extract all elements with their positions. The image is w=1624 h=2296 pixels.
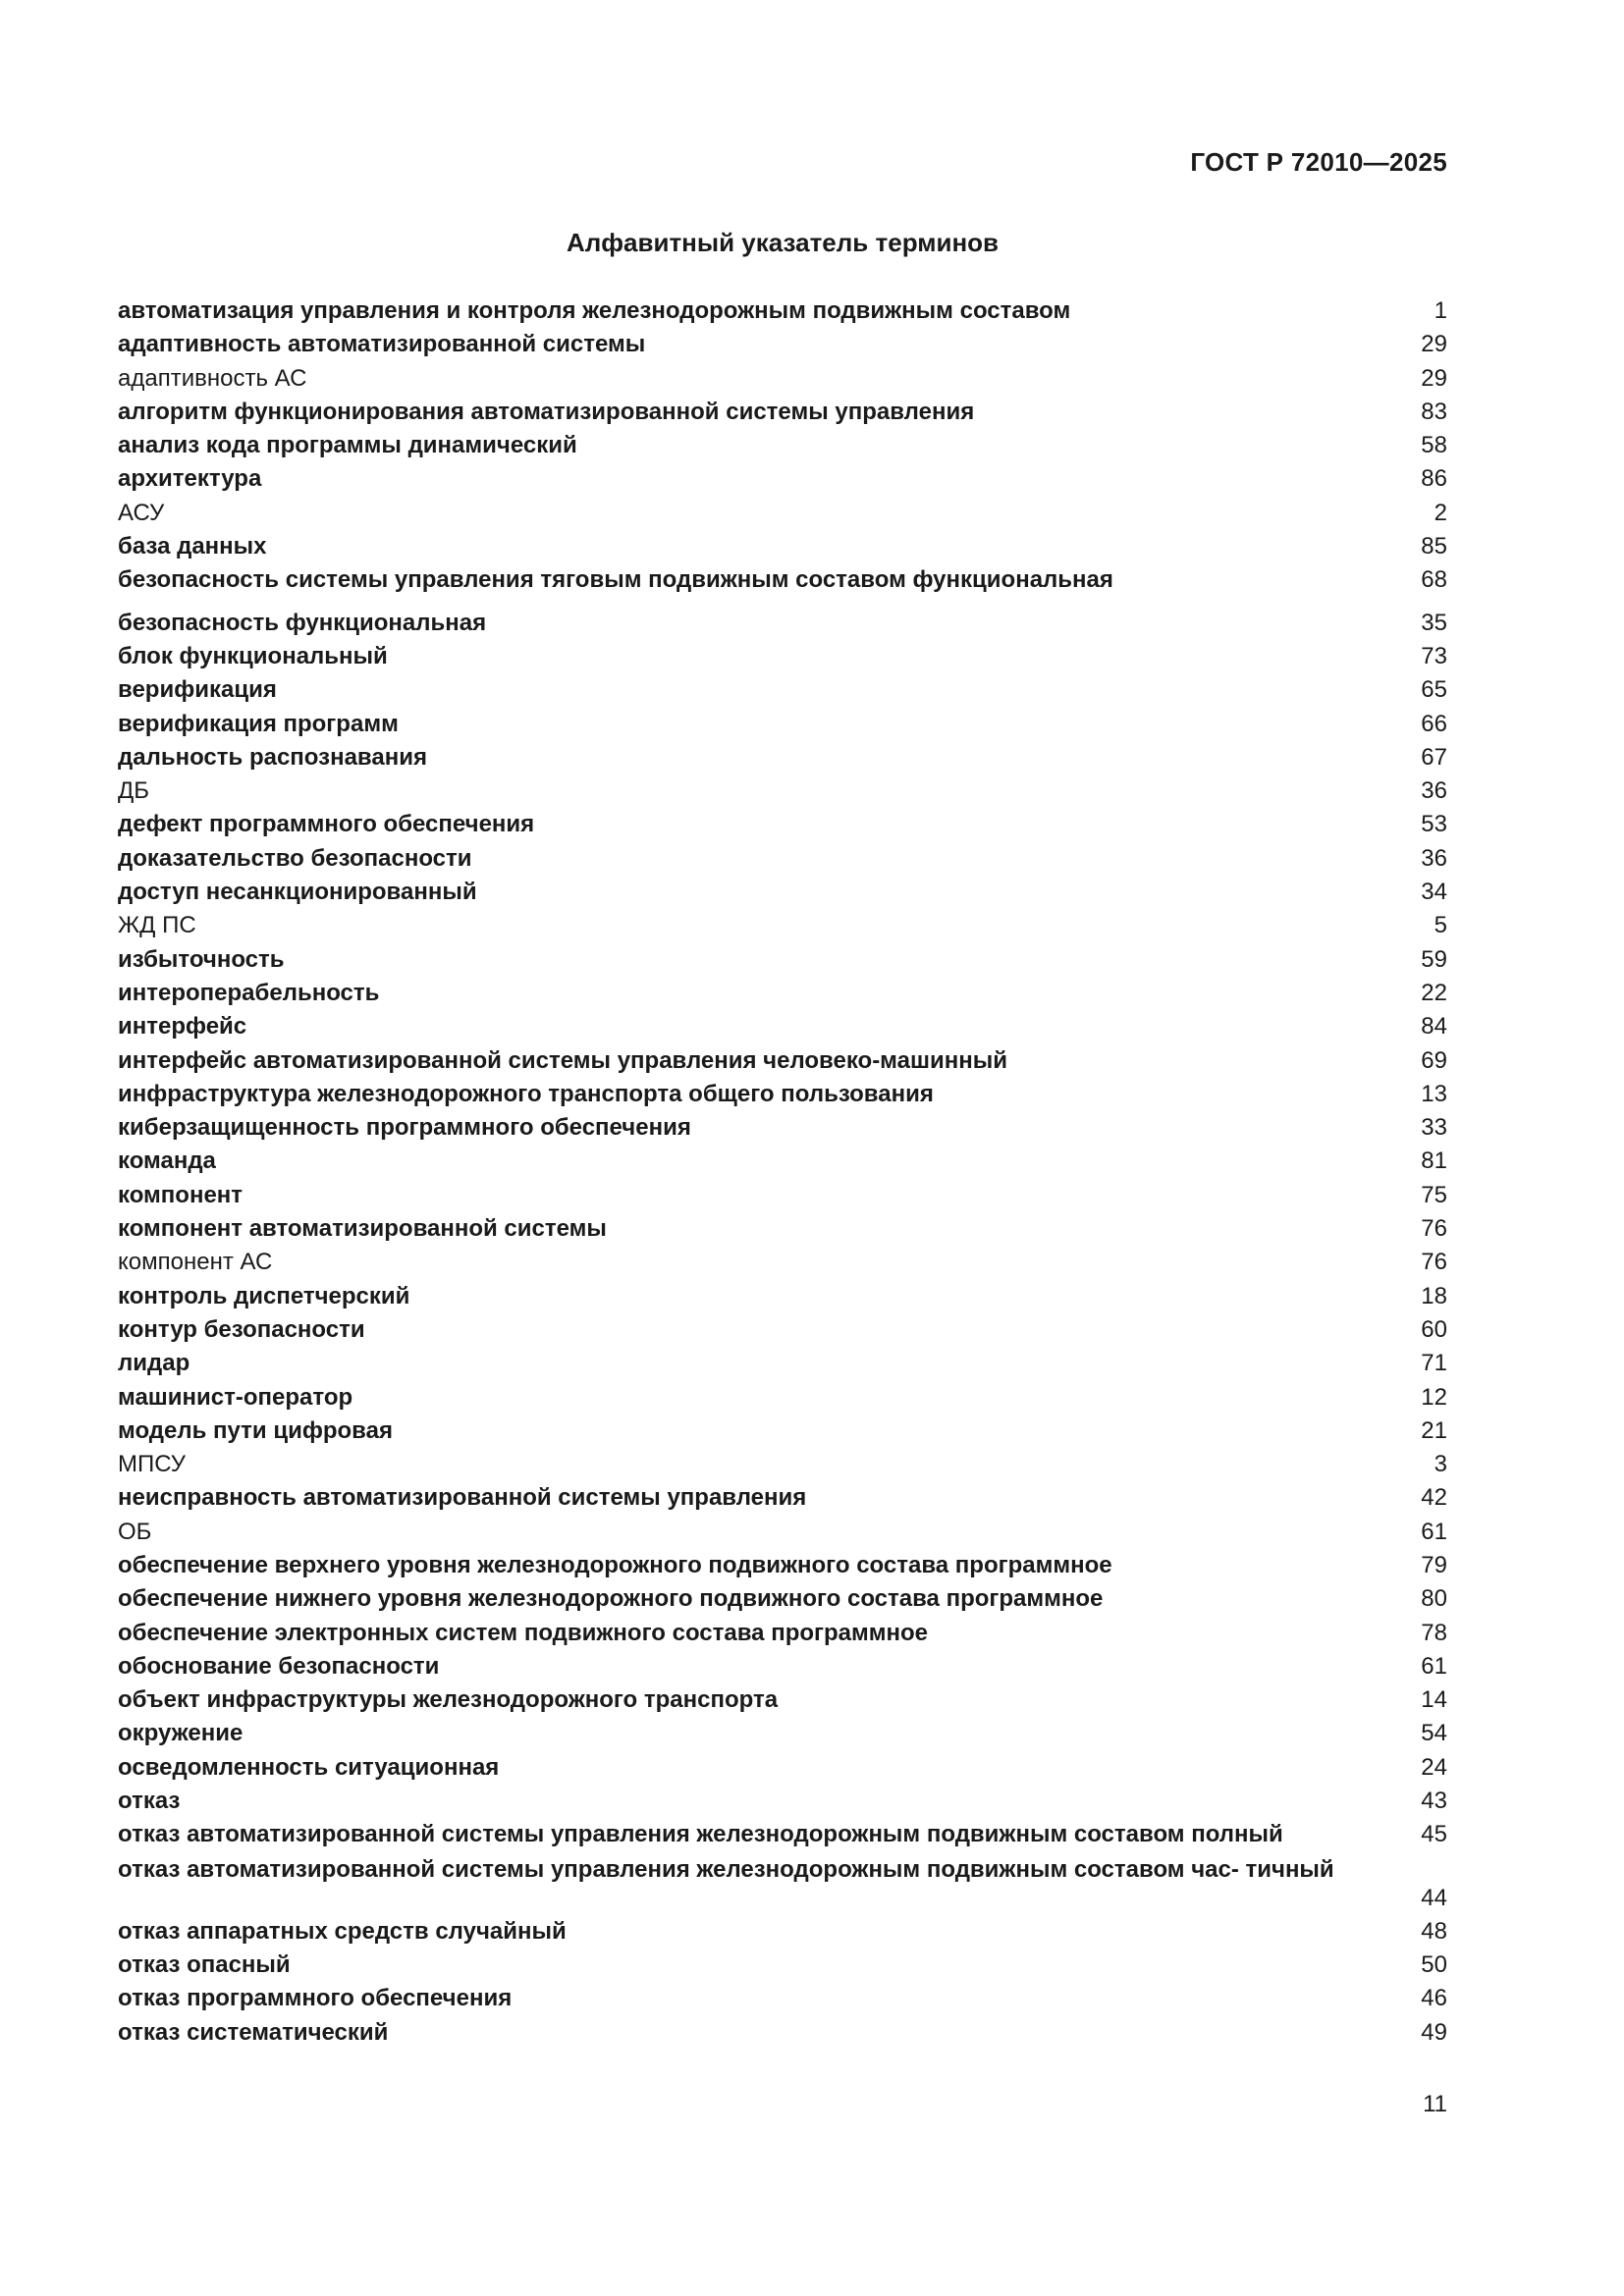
index-term-number: 84 bbox=[1421, 1013, 1447, 1041]
index-term: алгоритм функционирования автоматизированной системы управления bbox=[118, 398, 975, 425]
index-entry bbox=[118, 1381, 1447, 1415]
index-entry bbox=[118, 1415, 1447, 1448]
index-term-number: 53 bbox=[1421, 811, 1447, 838]
index-entry bbox=[118, 842, 1447, 876]
index-term-number: 12 bbox=[1421, 1383, 1447, 1411]
index-term-number: 22 bbox=[1421, 979, 1447, 1006]
index-term-number: 76 bbox=[1421, 1249, 1447, 1276]
index-term: верификация программ bbox=[118, 710, 399, 737]
index-entry bbox=[118, 1683, 1447, 1717]
index-term-number: 71 bbox=[1421, 1350, 1447, 1377]
index-term-number: 68 bbox=[1421, 566, 1447, 594]
index-entry bbox=[118, 1212, 1447, 1246]
index-term: отказ аппаратных средств случайный bbox=[118, 1917, 567, 1945]
index-term-number: 78 bbox=[1421, 1619, 1447, 1646]
index-entry bbox=[118, 876, 1447, 909]
document-code: ГОСТ Р 72010—2025 bbox=[1190, 147, 1447, 177]
index-term-number: 80 bbox=[1421, 1585, 1447, 1613]
index-term: компонент автоматизированной системы bbox=[118, 1215, 607, 1243]
index-term-number: 79 bbox=[1421, 1551, 1447, 1578]
index-term: интерфейс автоматизированной системы управления человеко-машинный bbox=[118, 1046, 1007, 1074]
index-term: компонент bbox=[118, 1181, 244, 1208]
index-entry bbox=[118, 1448, 1447, 1481]
index-entry bbox=[118, 1280, 1447, 1313]
index-entry bbox=[118, 774, 1447, 808]
index-term-number: 42 bbox=[1421, 1484, 1447, 1512]
index-term: адаптивность АС bbox=[118, 364, 307, 392]
index-term: лидар bbox=[118, 1350, 190, 1377]
index-entry bbox=[118, 943, 1447, 977]
index-term-number: 54 bbox=[1421, 1720, 1447, 1747]
index-term-number: 75 bbox=[1421, 1181, 1447, 1208]
index-term-number: 44 bbox=[1421, 1884, 1447, 1911]
index-entry bbox=[118, 673, 1447, 707]
index-entry bbox=[118, 1549, 1447, 1582]
index-entry bbox=[118, 1852, 1447, 1915]
index-term: дефект программного обеспечения bbox=[118, 811, 535, 838]
index-term-number: 66 bbox=[1421, 710, 1447, 737]
index-term: ЖД ПС bbox=[118, 912, 196, 939]
index-entry bbox=[118, 1617, 1447, 1650]
index-entry bbox=[118, 640, 1447, 673]
index-term: доступ несанкционированный bbox=[118, 879, 477, 906]
index-term-number: 81 bbox=[1421, 1148, 1447, 1175]
index-entry bbox=[118, 1650, 1447, 1683]
index-entry bbox=[118, 294, 1447, 328]
index-term: избыточность bbox=[118, 945, 285, 973]
index-term-number: 46 bbox=[1421, 1985, 1447, 2012]
index-term-number: 3 bbox=[1434, 1451, 1447, 1478]
index-entry bbox=[118, 1179, 1447, 1212]
index-term: команда bbox=[118, 1148, 216, 1175]
index-term: адаптивность автоматизированной системы bbox=[118, 331, 646, 358]
index-term: анализ кода программы динамический bbox=[118, 432, 577, 459]
index-term-number: 36 bbox=[1421, 777, 1447, 805]
index-entry bbox=[118, 1481, 1447, 1515]
index-term-number: 29 bbox=[1421, 331, 1447, 358]
index-entry bbox=[118, 1347, 1447, 1380]
index-entry bbox=[118, 1785, 1447, 1818]
index-term: отказ автоматизированной системы управления железнодорожным подвижным составом час- тичный bbox=[118, 1855, 1334, 1883]
index-term-number: 50 bbox=[1421, 1950, 1447, 1978]
index-term-number: 73 bbox=[1421, 642, 1447, 669]
index-entry bbox=[118, 1582, 1447, 1616]
index-term-number: 21 bbox=[1421, 1416, 1447, 1444]
index-entry bbox=[118, 607, 1447, 640]
index-entry bbox=[118, 2016, 1447, 2050]
index-entry bbox=[118, 1949, 1447, 1982]
index-term: неисправность автоматизированной системы управления bbox=[118, 1484, 807, 1512]
index-term-number: 34 bbox=[1421, 879, 1447, 906]
index-entry bbox=[118, 1717, 1447, 1750]
index-term: осведомленность ситуационная bbox=[118, 1753, 500, 1781]
index-entry bbox=[118, 741, 1447, 774]
index-term: верификация bbox=[118, 676, 277, 704]
index-entry bbox=[118, 328, 1447, 361]
index-entry bbox=[118, 1078, 1447, 1111]
index-term-number: 2 bbox=[1434, 499, 1447, 526]
index-entry bbox=[118, 808, 1447, 841]
index-entry bbox=[118, 977, 1447, 1010]
index-term: контур безопасности bbox=[118, 1315, 365, 1343]
index-entry bbox=[118, 1111, 1447, 1145]
index-term: обоснование безопасности bbox=[118, 1652, 440, 1680]
index-entry bbox=[118, 530, 1447, 563]
index-term: инфраструктура железнодорожного транспорта общего пользования bbox=[118, 1080, 934, 1107]
index-term-number: 60 bbox=[1421, 1315, 1447, 1343]
index-term: база данных bbox=[118, 533, 267, 561]
index-term-number: 65 bbox=[1421, 676, 1447, 704]
index-term-number: 5 bbox=[1434, 912, 1447, 939]
index-term: МПСУ bbox=[118, 1451, 187, 1478]
index-term: АСУ bbox=[118, 499, 165, 526]
index-term-number: 24 bbox=[1421, 1753, 1447, 1781]
index-term-number: 45 bbox=[1421, 1821, 1447, 1848]
index-term: обеспечение нижнего уровня железнодорожного подвижного состава программное bbox=[118, 1585, 1104, 1613]
page-number: 11 bbox=[1423, 2091, 1447, 2117]
index-term-number: 33 bbox=[1421, 1114, 1447, 1142]
index-entry bbox=[118, 1246, 1447, 1279]
index-term: ДБ bbox=[118, 777, 150, 805]
index-entry bbox=[118, 362, 1447, 396]
index-term: безопасность функциональная bbox=[118, 609, 487, 636]
index-term: интерфейс bbox=[118, 1013, 247, 1041]
index-term: обеспечение электронных систем подвижного состава программное bbox=[118, 1619, 929, 1646]
index-term-number: 14 bbox=[1421, 1686, 1447, 1714]
index-entry bbox=[118, 1145, 1447, 1178]
index-term: автоматизация управления и контроля железнодорожным подвижным составом bbox=[118, 297, 1071, 324]
index-term: отказ программного обеспечения bbox=[118, 1985, 513, 2012]
index-term-number: 48 bbox=[1421, 1917, 1447, 1945]
index-term-number: 49 bbox=[1421, 2018, 1447, 2046]
index-term-number: 29 bbox=[1421, 364, 1447, 392]
index-term-number: 61 bbox=[1421, 1518, 1447, 1545]
index-entry bbox=[118, 1982, 1447, 2015]
index-entry bbox=[118, 1915, 1447, 1949]
index-entry bbox=[118, 1818, 1447, 1851]
index-entry bbox=[118, 1044, 1447, 1078]
index-term: обеспечение верхнего уровня железнодорожного подвижного состава программное bbox=[118, 1551, 1112, 1578]
index-entry bbox=[118, 497, 1447, 530]
index-term-number: 59 bbox=[1421, 945, 1447, 973]
index-term: архитектура bbox=[118, 465, 262, 493]
index-term-number: 85 bbox=[1421, 533, 1447, 561]
index-term: блок функциональный bbox=[118, 642, 388, 669]
index-term: отказ bbox=[118, 1788, 181, 1815]
index-term: дальность распознавания bbox=[118, 743, 427, 771]
index-term-number: 69 bbox=[1421, 1046, 1447, 1074]
index-entry bbox=[118, 396, 1447, 429]
index-entry bbox=[118, 462, 1447, 496]
index-term: модель пути цифровая bbox=[118, 1416, 393, 1444]
index-term-number: 86 bbox=[1421, 465, 1447, 493]
index-term-number: 43 bbox=[1421, 1788, 1447, 1815]
index-entry bbox=[118, 1010, 1447, 1043]
index-term: отказ опасный bbox=[118, 1950, 291, 1978]
index-term-number: 67 bbox=[1421, 743, 1447, 771]
index-term-number: 35 bbox=[1421, 609, 1447, 636]
index-entry bbox=[118, 1516, 1447, 1549]
index-term-number: 36 bbox=[1421, 844, 1447, 872]
index-term: машинист-оператор bbox=[118, 1383, 353, 1411]
index-entry bbox=[118, 708, 1447, 741]
index-entry bbox=[118, 563, 1447, 597]
index-entry bbox=[118, 429, 1447, 462]
index-term-number: 76 bbox=[1421, 1215, 1447, 1243]
index-term: контроль диспетчерский bbox=[118, 1282, 410, 1309]
index-term: безопасность системы управления тяговым подвижным составом функциональная bbox=[118, 566, 1113, 594]
index-term: объект инфраструктуры железнодорожного транспорта bbox=[118, 1686, 779, 1714]
index-term: компонент АС bbox=[118, 1249, 273, 1276]
index-term: киберзащищенность программного обеспечения bbox=[118, 1114, 691, 1142]
term-index-list bbox=[118, 294, 1447, 2050]
index-entry bbox=[118, 1313, 1447, 1347]
index-term-number: 13 bbox=[1421, 1080, 1447, 1107]
index-term: интероперабельность bbox=[118, 979, 380, 1006]
index-entry bbox=[118, 909, 1447, 942]
index-term-number: 18 bbox=[1421, 1282, 1447, 1309]
index-term-number: 61 bbox=[1421, 1652, 1447, 1680]
index-term: отказ автоматизированной системы управления железнодорожным подвижным составом полный bbox=[118, 1821, 1283, 1848]
index-term: доказательство безопасности bbox=[118, 844, 472, 872]
index-title: Алфавитный указатель терминов bbox=[566, 228, 1000, 257]
index-term: отказ систематический bbox=[118, 2018, 389, 2046]
index-term-number: 1 bbox=[1434, 297, 1447, 324]
index-term-number: 58 bbox=[1421, 432, 1447, 459]
index-term: ОБ bbox=[118, 1518, 152, 1545]
index-entry bbox=[118, 1751, 1447, 1785]
index-term-number: 83 bbox=[1421, 398, 1447, 425]
index-term: окружение bbox=[118, 1720, 244, 1747]
